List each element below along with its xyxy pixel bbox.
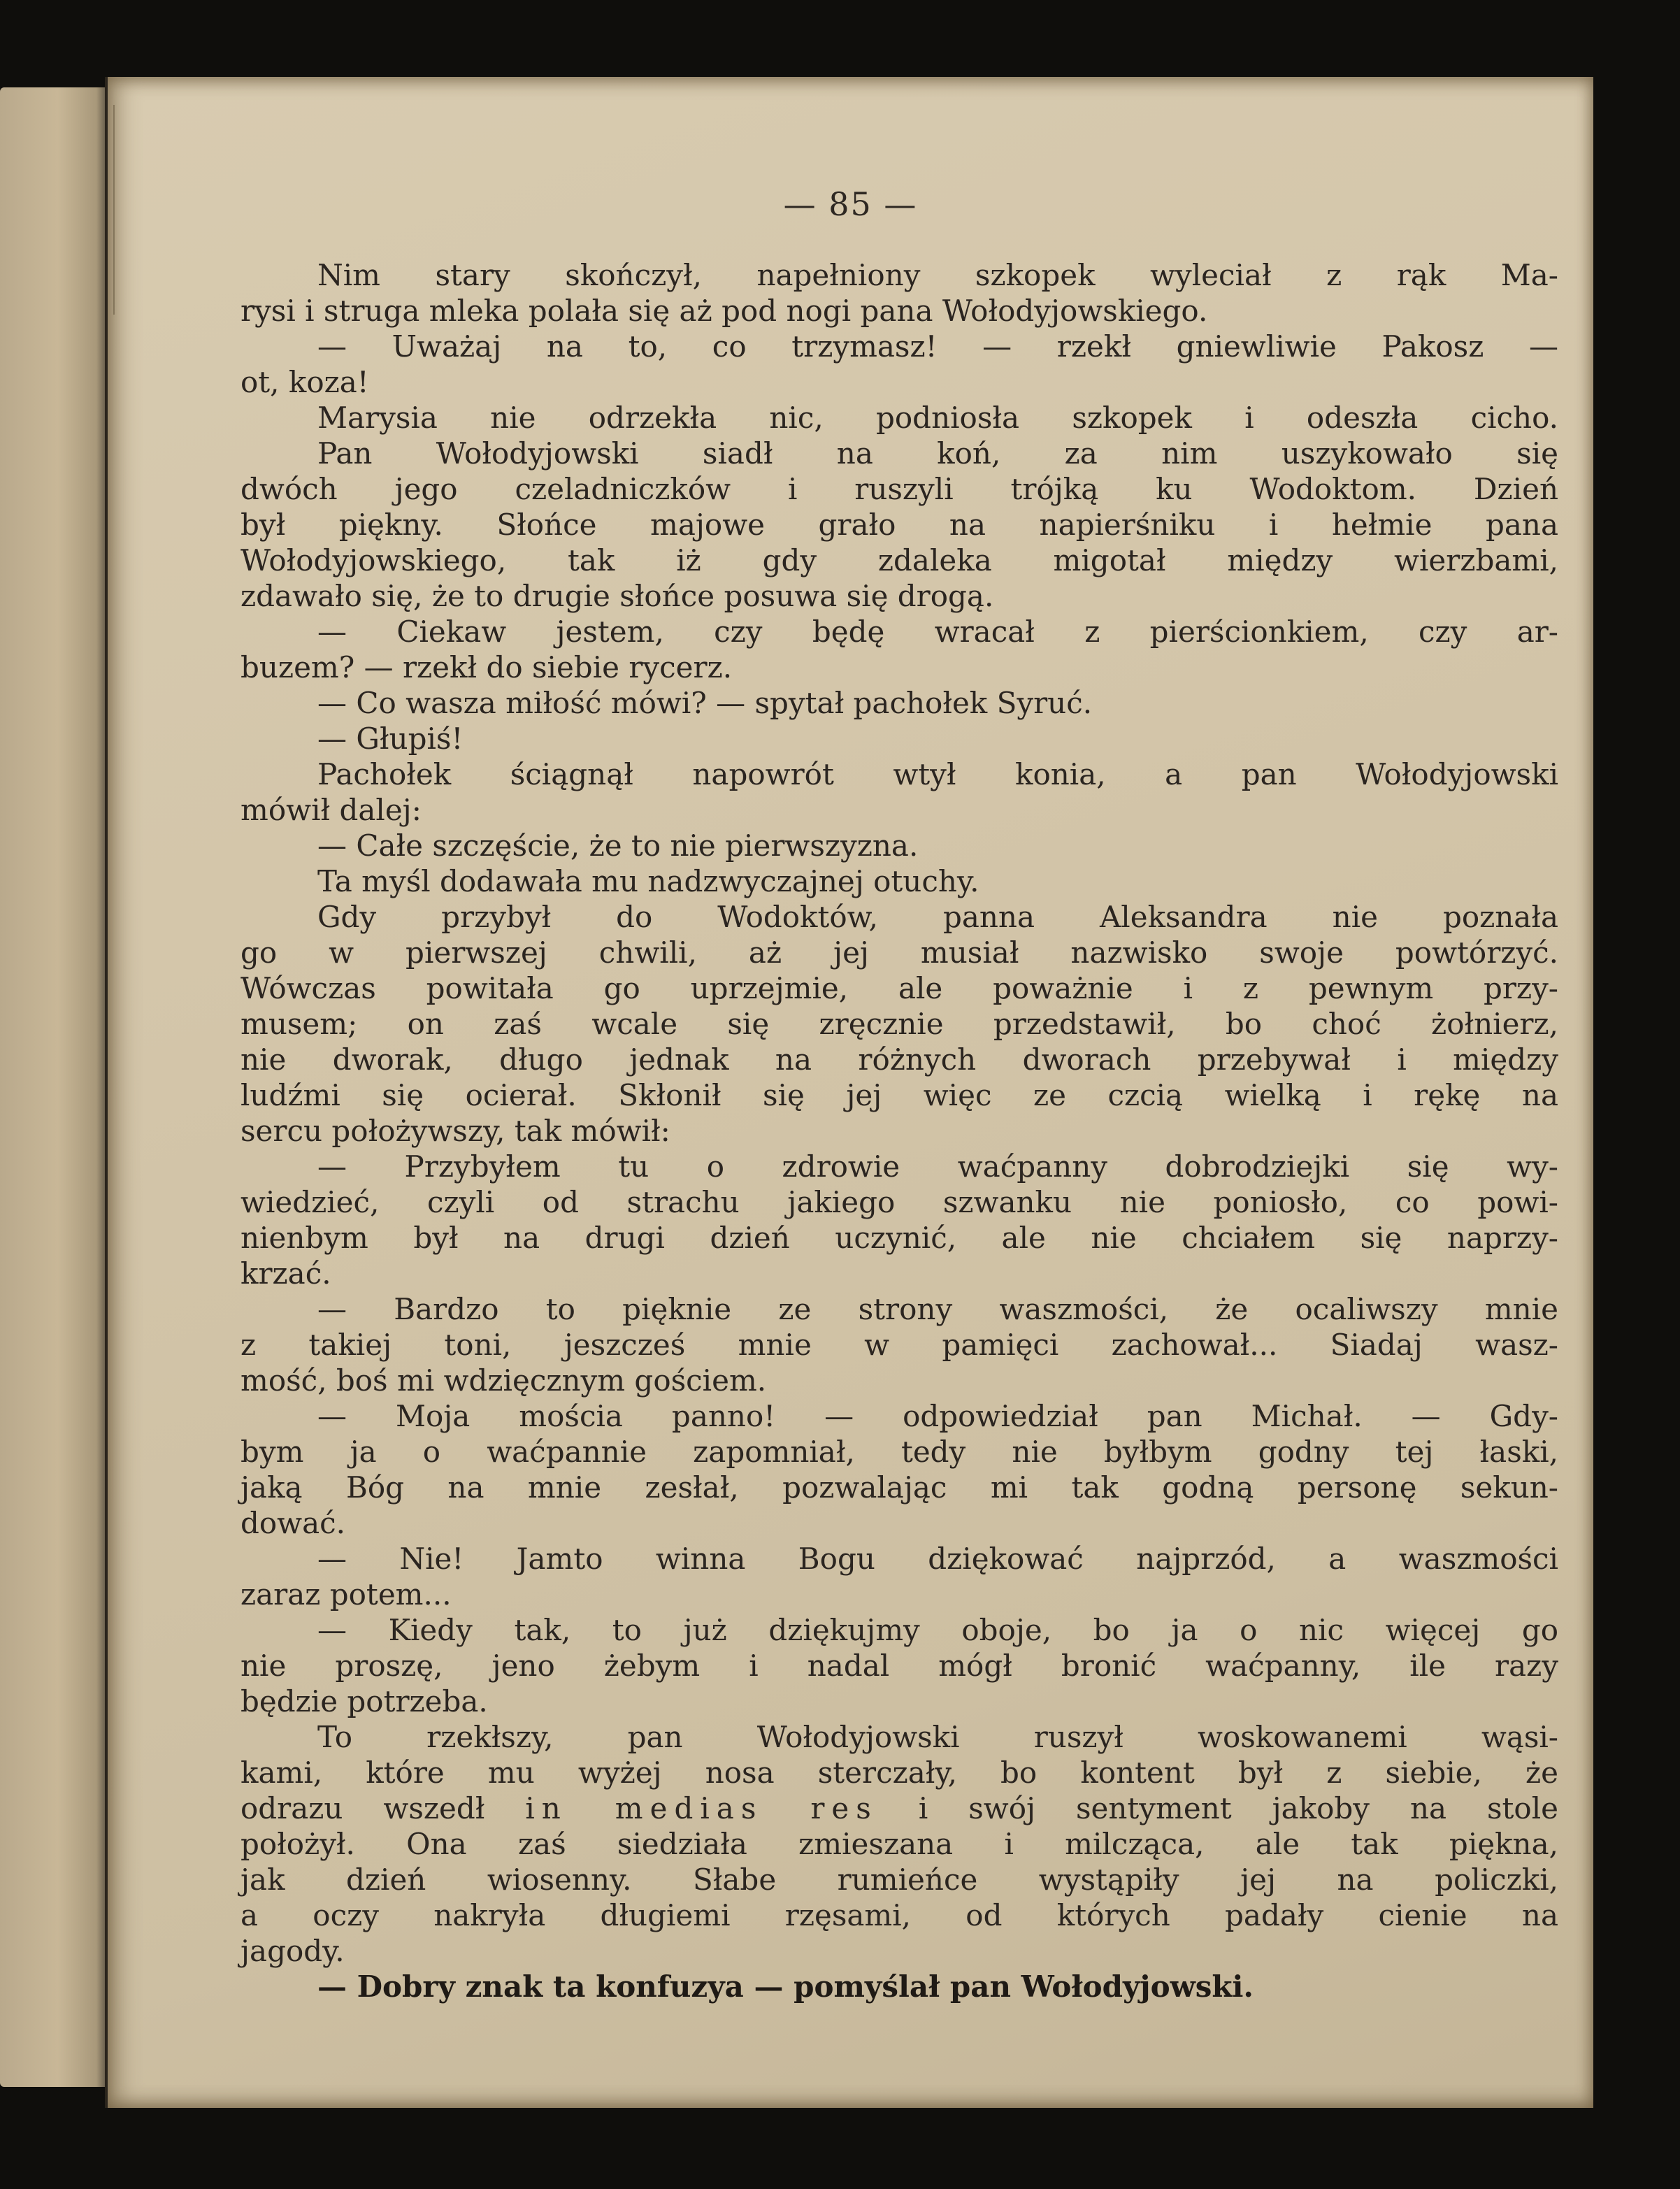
body-text [240,257,1558,2004]
text-line: sercu położywszy, tak mówił: [240,1114,670,1148]
text-line: jagody. [240,1934,345,1968]
text-line: nie dworak, długo jednak na różnych dworach przebywał i między [240,1042,1558,1077]
text-line: dwóch jego czeladniczków i ruszyli trójką ku Wodoktom. Dzień [240,472,1558,506]
page-number: — 85 — [783,185,918,223]
text-line: będzie potrzeba. [240,1684,488,1718]
text-line: odrazu wszedł in medias res i swój sentyment jakoby na stole [240,1791,1559,1825]
text-line: Marysia nie odrzekła nic, podniosła szkopek i odeszła cicho. [317,401,1558,435]
text-line: a oczy nakryła długiemi rzęsami, od których padały cienie na [240,1898,1558,1932]
previous-page-edge [0,87,105,2087]
text-line: — Nie! Jamto winna Bogu dziękować najprzód, a waszmości [317,1542,1558,1576]
text-line: krzać. [240,1256,331,1291]
text-line: wiedzieć, czyli od strachu jakiego szwanku nie poniosło, co powi- [240,1185,1558,1219]
text-line: rysi i struga mleka polała się aż pod nogi pana Wołodyjowskiego. [240,294,1208,328]
text-line: ludźmi się ocierał. Skłonił się jej więc ze czcią wielką i rękę na [240,1078,1558,1112]
text-line: — Dobry znak ta konfuzya — pomyślał pan Wołodyjowski. [317,1969,1254,2004]
book-page [105,77,1593,2108]
text-line: dować. [240,1506,346,1540]
text-line: z takiej toni, jeszcześ mnie w pamięci zachował... Siadaj wasz- [240,1328,1558,1362]
text-line: — Ciekaw jestem, czy będę wracał z pierścionkiem, czy ar- [317,615,1558,649]
text-line: musem; on zaś wcale się zręcznie przedstawił, bo choć żołnierz, [240,1007,1558,1041]
text-line: kami, które mu wyżej nosa sterczały, bo kontent był z siebie, że [240,1756,1558,1790]
spaced-phrase: in medias res [525,1791,878,1825]
text-line: — Kiedy tak, to już dziękujmy oboje, bo ja o nic więcej go [317,1613,1558,1647]
text-line: go w pierwszej chwili, aż jej musiał nazwisko swoje powtórzyć. [240,935,1558,970]
text-line: nienbym był na drugi dzień uczynić, ale nie chciałem się naprzy- [240,1221,1558,1255]
text-line: buzem? — rzekł do siebie rycerz. [240,650,733,684]
text-line: ot, koza! [240,365,369,399]
text-line: Ta myśl dodawała mu nadzwyczajnej otuchy. [317,864,979,898]
text-line: jaką Bóg na mnie zesłał, pozwalając mi tak godną personę sekun- [240,1470,1558,1505]
text-line: Wówczas powitała go uprzejmie, ale poważnie i z pewnym przy- [240,971,1558,1005]
text-line: był piękny. Słońce majowe grało na napierśniku i hełmie pana [240,508,1558,542]
text-line: jak dzień wiosenny. Słabe rumieńce wystąpiły jej na policzki, [240,1863,1558,1897]
text-line: Pachołek ściągnął napowrót wtył konia, a pan Wołodyjowski [317,757,1558,791]
text-line: mość, boś mi wdzięcznym gościem. [240,1363,767,1398]
text-line: — Całe szczęście, że to nie pierwszyzna. [317,828,919,863]
text-line: zdawało się, że to drugie słońce posuwa się drogą. [240,579,994,613]
text-line: zaraz potem... [240,1577,452,1612]
text-line: — Przybyłem tu o zdrowie waćpanny dobrodziejki się wy- [317,1149,1558,1184]
text-line: nie proszę, jeno żebym i nadal mógł bronić waćpanny, ile razy [240,1649,1558,1683]
text-line: — Moja mościa panno! — odpowiedział pan Michał. — Gdy- [317,1399,1558,1433]
text-line: położył. Ona zaś siedziała zmieszana i milcząca, ale tak piękna, [240,1827,1558,1861]
text-line: Pan Wołodyjowski siadł na koń, za nim uszykowało się [317,436,1558,471]
text-line: bym ja o waćpannie zapomniał, tedy nie byłbym godny tej łaski, [240,1435,1558,1469]
text-line: — Co wasza miłość mówi? — spytał pachołek Syruć. [317,686,1093,720]
text-line: — Uważaj na to, co trzymasz! — rzekł gniewliwie Pakosz — [317,329,1558,364]
text-line: — Bardzo to pięknie ze strony waszmości, że ocaliwszy mnie [317,1292,1558,1326]
text-line: — Głupiś! [317,722,464,756]
text-line: Gdy przybył do Wodoktów, panna Aleksandra nie poznała [317,900,1558,934]
text-line: Nim stary skończył, napełniony szkopek wyleciał z rąk Ma- [317,258,1558,292]
text-line: mówił dalej: [240,793,422,827]
text-line: Wołodyjowskiego, tak iż gdy zdaleka migotał między wierzbami, [240,543,1558,577]
text-line: To rzekłszy, pan Wołodyjowski ruszył woskowanemi wąsi- [317,1720,1558,1754]
